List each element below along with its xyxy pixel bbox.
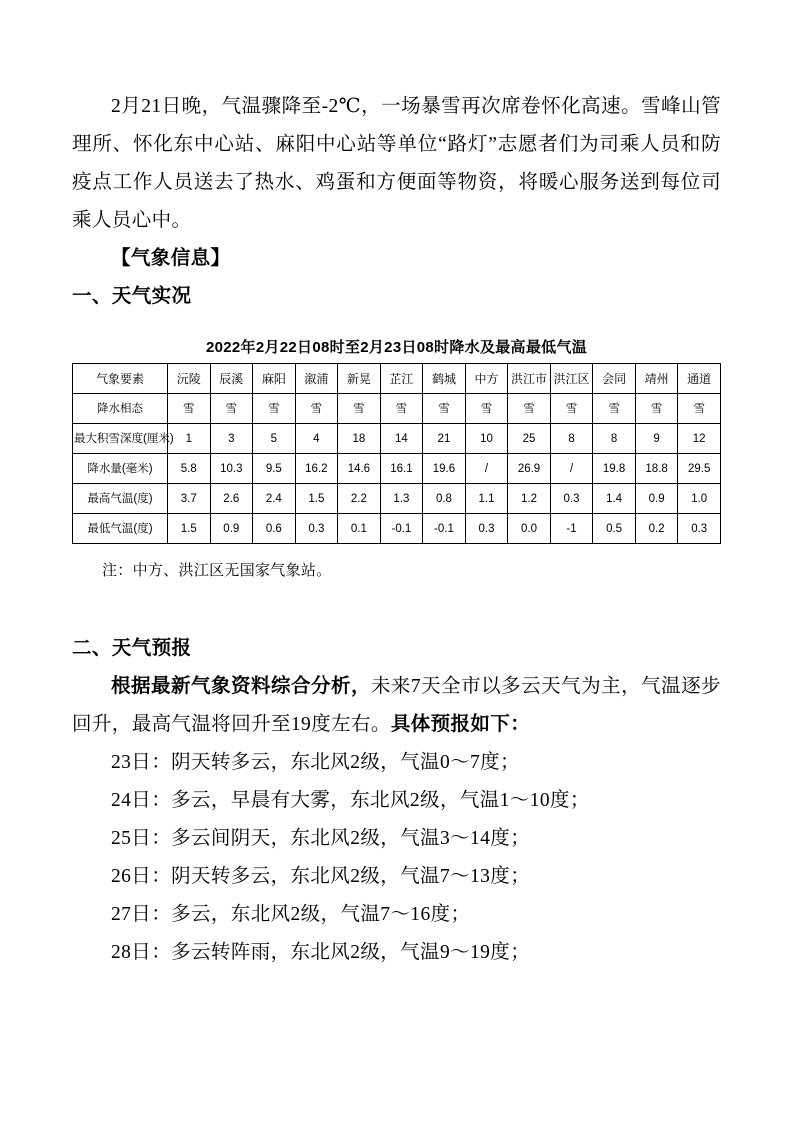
table-cell: 0.2 [635, 514, 678, 544]
table-cell: 雪 [465, 394, 508, 424]
table-cell: 21 [423, 424, 466, 454]
table-cell: 0.8 [423, 484, 466, 514]
forecast-day-line: 25日：多云间阴天，东北风2级，气温3～14度； [111, 828, 531, 849]
table-cell: 1.0 [678, 484, 721, 514]
table-title: 2022年2月22日08时至2月23日08时降水及最高最低气温 [205, 339, 588, 356]
table-header-cell: 中方 [465, 364, 508, 394]
table-cell: 3 [210, 424, 253, 454]
table-cell: 26.9 [508, 454, 551, 484]
table-cell: 29.5 [678, 454, 721, 484]
table-cell: 5 [253, 424, 296, 454]
table-cell: 2.6 [210, 484, 253, 514]
table-cell: 18.8 [635, 454, 678, 484]
table-row [73, 424, 721, 454]
table-cell: 0.3 [465, 514, 508, 544]
table-header-cell: 辰溪 [210, 364, 253, 394]
table-cell: 2.4 [253, 484, 296, 514]
table-cell: 1.5 [168, 514, 211, 544]
spacer [72, 316, 721, 326]
table-cell: 雪 [210, 394, 253, 424]
table-row [73, 454, 721, 484]
table-cell: 1.5 [295, 484, 338, 514]
table-cell: 雪 [253, 394, 296, 424]
table-cell: 19.6 [423, 454, 466, 484]
table-row [73, 514, 721, 544]
table-cell: -1 [550, 514, 593, 544]
table-cell: 雪 [168, 394, 211, 424]
table-cell: 0.6 [253, 514, 296, 544]
table-cell: 1.3 [380, 484, 423, 514]
table-row [73, 484, 721, 514]
actual-weather-heading: 一、天气实况 [72, 286, 192, 307]
table-cell: 0.3 [550, 484, 593, 514]
table-cell: 0.1 [338, 514, 381, 544]
forecast-day-line: 27日：多云，东北风2级，气温7～16度； [111, 904, 471, 925]
forecast-day-line: 26日：阴天转多云，东北风2级，气温7～13度； [111, 866, 531, 887]
table-cell: 1.2 [508, 484, 551, 514]
forecast-day-line: 28日：多云转阵雨，东北风2级，气温9～19度； [111, 942, 531, 963]
table-cell: 0.9 [635, 484, 678, 514]
table-header-row [73, 364, 721, 394]
table-cell: 0.3 [678, 514, 721, 544]
table-header-cell: 溆浦 [295, 364, 338, 394]
table-cell: 1 [168, 424, 211, 454]
table-cell: -0.1 [380, 514, 423, 544]
table-cell: 8 [593, 424, 636, 454]
forecast-heading: 二、天气预报 [72, 638, 192, 659]
table-row-label: 降水量(毫米) [73, 454, 168, 484]
table-cell: 雪 [550, 394, 593, 424]
table-cell: 16.1 [380, 454, 423, 484]
table-cell: 雪 [423, 394, 466, 424]
table-row-label: 最大积雪深度(厘米) [73, 424, 168, 454]
table-header-cell: 洪江区 [550, 364, 593, 394]
table-cell: 0.3 [295, 514, 338, 544]
table-cell: 5.8 [168, 454, 211, 484]
table-header-cell: 会同 [593, 364, 636, 394]
table-cell: / [465, 454, 508, 484]
table-row-label: 降水相态 [73, 394, 168, 424]
table-cell: 1.1 [465, 484, 508, 514]
spacer [72, 584, 721, 630]
table-header-cell: 洪江市 [508, 364, 551, 394]
table-cell: 雪 [380, 394, 423, 424]
forecast-lead-normal: 未来7天全市以多云天气为主，气温逐步回升，最高气温将回升至19度左右。 [72, 676, 721, 735]
table-cell: / [550, 454, 593, 484]
table-header-cell: 通道 [678, 364, 721, 394]
weather-info-heading: 【气象信息】 [111, 248, 231, 269]
table-cell: 10 [465, 424, 508, 454]
table-cell: 10.3 [210, 454, 253, 484]
table-cell: 雪 [593, 394, 636, 424]
table-cell: 19.8 [593, 454, 636, 484]
table-cell: 1.4 [593, 484, 636, 514]
table-header-cell: 麻阳 [253, 364, 296, 394]
forecast-lead-bold-1: 根据最新气象资料综合分析， [111, 676, 371, 697]
table-cell: -0.1 [423, 514, 466, 544]
forecast-lead [72, 668, 721, 744]
table-cell: 雪 [508, 394, 551, 424]
table-cell: 4 [295, 424, 338, 454]
table-cell: 0.5 [593, 514, 636, 544]
table-cell: 雪 [338, 394, 381, 424]
table-row-label: 最高气温(度) [73, 484, 168, 514]
table-cell: 14.6 [338, 454, 381, 484]
table-cell: 雪 [295, 394, 338, 424]
table-cell: 雪 [635, 394, 678, 424]
table-cell: 8 [550, 424, 593, 454]
intro-paragraph: 2月21日晚，气温骤降至-2℃，一场暴雪再次席卷怀化高速。雪峰山管理所、怀化东中心站、麻阳中心站等单位“路灯”志愿者们为司乘人员和防疫点工作人员送去了热水、鸡蛋和方便面等物资，将暖心服务送到每位司乘人员心中。 [72, 96, 721, 231]
forecast-lead-bold-2: 具体预报如下： [390, 714, 531, 735]
table-header-cell: 鹤城 [423, 364, 466, 394]
table-header-cell: 靖州 [635, 364, 678, 394]
table-header-cell: 新晃 [338, 364, 381, 394]
weather-table [72, 363, 721, 544]
forecast-day-line: 24日：多云，早晨有大雾，东北风2级，气温1～10度； [111, 790, 590, 811]
table-cell: 9.5 [253, 454, 296, 484]
table-cell: 14 [380, 424, 423, 454]
table-cell: 25 [508, 424, 551, 454]
table-cell: 雪 [678, 394, 721, 424]
table-cell: 18 [338, 424, 381, 454]
table-row [73, 394, 721, 424]
table-header-cell: 芷江 [380, 364, 423, 394]
table-cell: 9 [635, 424, 678, 454]
table-cell: 2.2 [338, 484, 381, 514]
table-header-cell: 沅陵 [168, 364, 211, 394]
table-cell: 0.0 [508, 514, 551, 544]
table-row-label: 最低气温(度) [73, 514, 168, 544]
table-header-cell: 气象要素 [73, 364, 168, 394]
table-cell: 3.7 [168, 484, 211, 514]
table-cell: 16.2 [295, 454, 338, 484]
table-cell: 0.9 [210, 514, 253, 544]
table-note: 注：中方、洪江区无国家气象站。 [102, 563, 332, 579]
table-cell: 12 [678, 424, 721, 454]
forecast-day-line: 23日：阴天转多云，东北风2级，气温0～7度； [111, 752, 520, 773]
